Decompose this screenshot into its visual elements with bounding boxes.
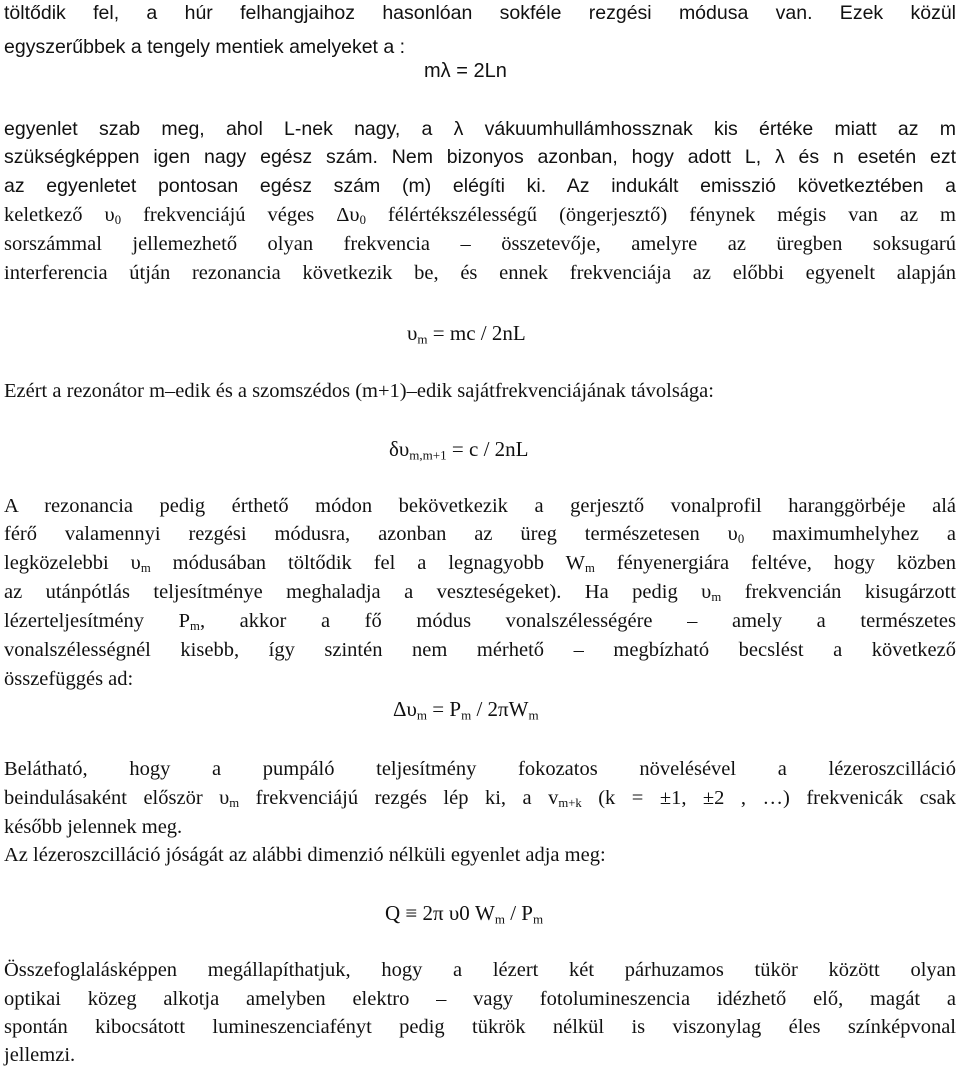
text-line: Belátható, hogy a pumpáló teljesítmény fokozatos növelésével a lézeroszcilláció	[4, 758, 956, 780]
text-line: vonalszélességnél kisebb, így szintén nem mérhető – megbízható becslést a következő	[4, 639, 956, 661]
text-line: az egyenletet pontosan egész szám (m) elégíti ki. Az indukált emisszió következtében a	[4, 175, 956, 197]
text-line: férő valamennyi rezgési módusra, azonban az üreg természetesen $\upsilon_0$ maximumhelyhez a	[4, 523, 956, 547]
equation-4: $\Delta\upsilon_m = P_m / 2\pi W_m$	[393, 697, 539, 723]
text-line: egyenlet szab meg, ahol L-nek nagy, a λ vákuumhullámhossznak kis értéke miatt az m	[4, 118, 956, 140]
text-line: legközelebbi $\upsilon_m$ módusában töltődik fel a legnagyobb $W_m$ fényenergiára feltéve, hogy közben	[4, 552, 957, 576]
text-line: interferencia útján rezonancia következik be, és ennek frekvenciája az előbbi egyenelt alapján	[4, 262, 956, 284]
equation-1: mλ = 2Ln	[424, 60, 507, 82]
text-line: sorszámmal jellemezhető olyan frekvencia – összetevője, amelyre az üregben soksugarú	[4, 233, 956, 255]
text-line: Ezért a rezonátor m–edik és a szomszédos (m+1)–edik sajátfrekvenciájának távolsága:	[4, 380, 714, 402]
text-line: keletkező $\upsilon_0$ frekvenciájú véges $\Delta\upsilon_0$ félértékszélességű (öngerjesztő) fénynek mégis van az m	[4, 204, 957, 228]
text-line: szükségképpen igen nagy egész szám. Nem bizonyos azonban, hogy adott L, λ és n esetén ezt	[4, 146, 956, 168]
equation-5: Q ≡ 2π υ0 $W_m / P_m$	[385, 901, 544, 927]
text-line: A rezonancia pedig érthető módon bekövetkezik a gerjesztő vonalprofil haranggörbéje alá	[4, 495, 956, 517]
text-line: lézerteljesítmény $P_m$, akkor a fő módus vonalszélességére – amely a természetes	[4, 610, 957, 634]
text-line: az utánpótlás teljesítménye meghaladja a veszteségeket). Ha pedig $\upsilon_m$ frekvencián kisugárzott	[4, 581, 956, 605]
text-line: töltődik fel, a húr felhangjaihoz hasonlóan sokféle rezgési módusa van. Ezek közül	[4, 2, 956, 24]
equation-2: $\upsilon_m$ = mc / 2nL	[407, 321, 526, 347]
text-line: Az lézeroszcilláció jóságát az alábbi dimenzió nélküli egyenlet adja meg:	[4, 844, 606, 866]
text-line: beindulásaként először $\upsilon_m$ frekvenciájú rezgés lép ki, a $v_{m+k}$ (k = ±1, ±2 , …) frekvenicák csak	[4, 787, 956, 811]
text-line: később jelennek meg.	[4, 816, 183, 838]
text-line: összefüggés ad:	[4, 668, 134, 690]
text-line: Összefoglalásképpen megállapíthatjuk, hogy a lézert két párhuzamos tükör között olyan	[4, 959, 956, 981]
equation-3: $\delta\upsilon_{m,m+1} = c / 2nL$	[389, 437, 529, 463]
text-line: optikai közeg alkotja amelyben elektro – vagy fotolumineszencia idézhető elő, magát a	[4, 988, 956, 1010]
text-line: egyszerűbbek a tengely mentiek amelyeket a :	[4, 36, 406, 58]
text-line: jellemzi.	[4, 1044, 76, 1066]
text-line: spontán kibocsátott lumineszenciafényt pedig tükrök nélkül is viszonylag éles színképvonal	[4, 1016, 956, 1038]
